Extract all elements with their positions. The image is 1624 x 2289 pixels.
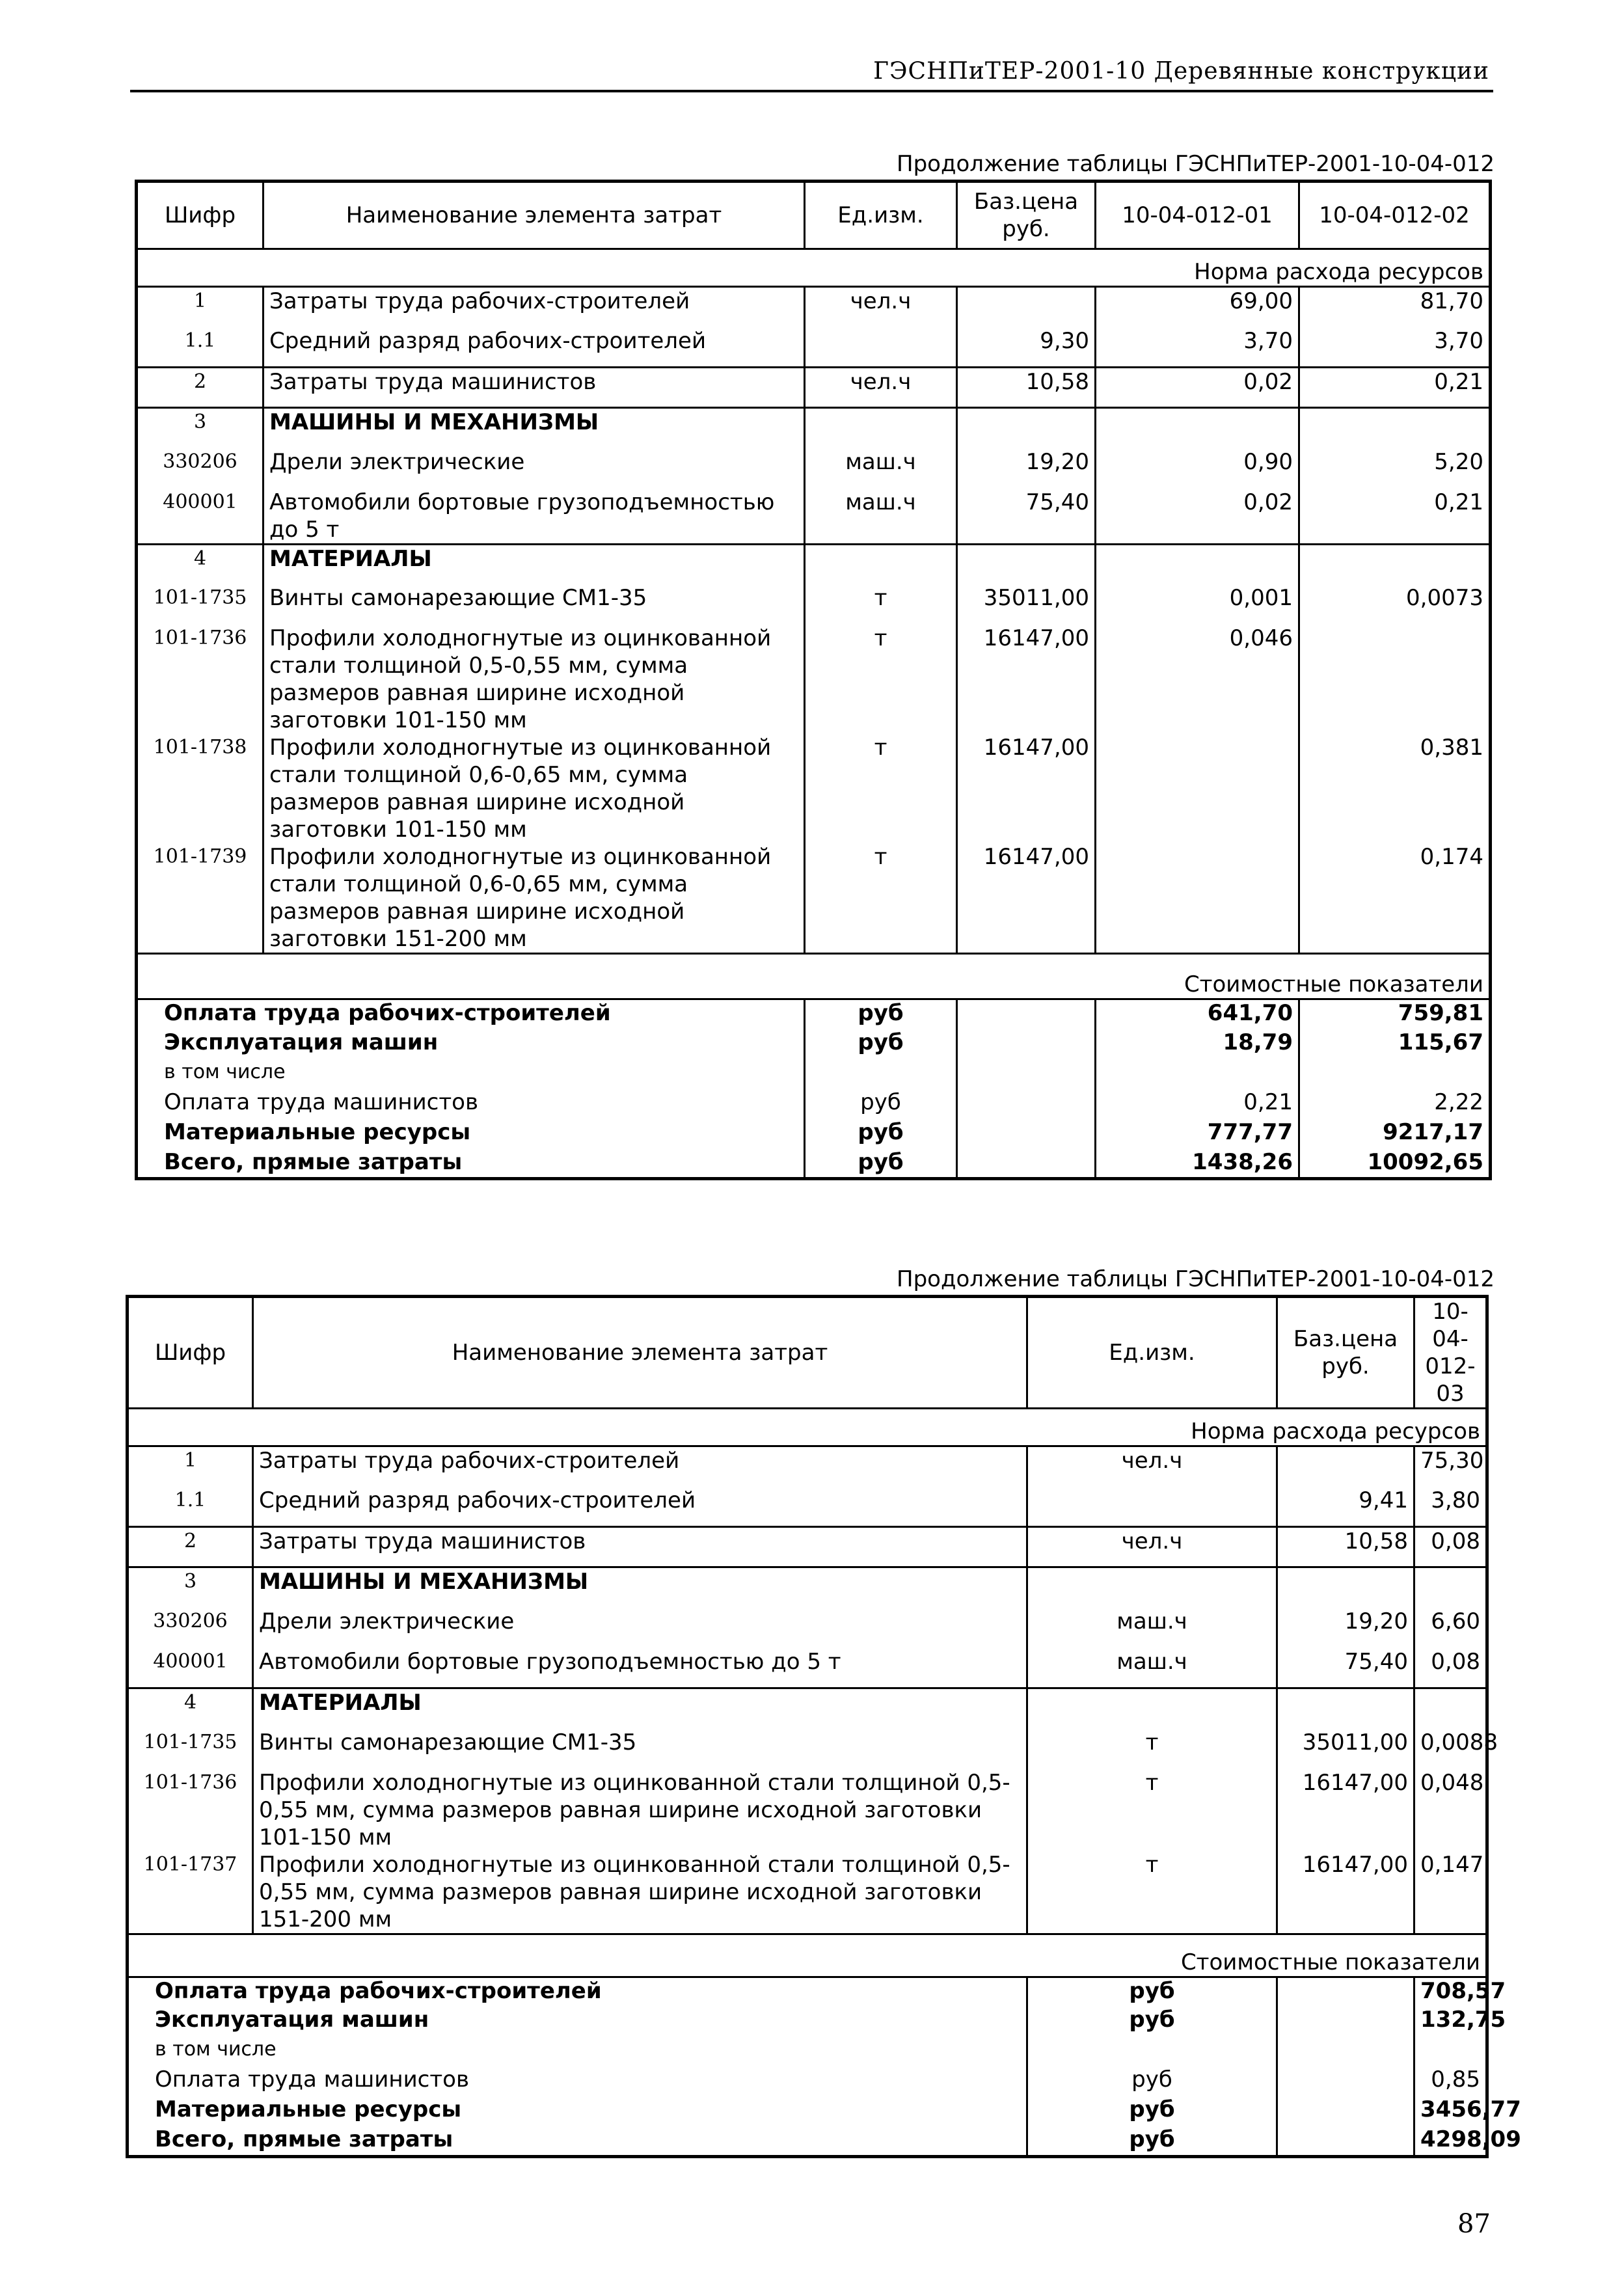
cost-label: Стоимостные показатели bbox=[137, 954, 1491, 999]
table2-costs bbox=[128, 1977, 1521, 2156]
row-name: Затраты труда машинистов bbox=[264, 368, 805, 408]
row-code: 101-1738 bbox=[137, 734, 264, 843]
cost-name: Эксплуатация машин bbox=[137, 1029, 805, 1059]
col-unit-header: Ед.изм. bbox=[1027, 1297, 1277, 1409]
table1-costs bbox=[137, 999, 1491, 1179]
cost-empty-cell bbox=[957, 1059, 1096, 1089]
row-name: МАТЕРИАЛЫ bbox=[264, 544, 805, 584]
page-header bbox=[130, 49, 1493, 92]
row-price bbox=[957, 408, 1096, 448]
row-unit bbox=[805, 544, 957, 584]
row-name: Профили холодногнутые из оцинкованной стали толщиной 0,5-0,55 мм, сумма размеров равная ширине исходной заготовки 101-150 мм bbox=[264, 625, 805, 734]
cost-row bbox=[128, 2066, 1487, 2096]
row-price: 16147,00 bbox=[957, 734, 1096, 843]
col-code-header: Шифр bbox=[137, 182, 264, 249]
norm-label-row bbox=[128, 1409, 1487, 1446]
row-unit: чел.ч bbox=[1027, 1527, 1277, 1567]
row-code: 101-1735 bbox=[128, 1729, 253, 1769]
cost-value-b bbox=[1299, 1059, 1491, 1089]
table-row bbox=[128, 1729, 1487, 1769]
table1-body bbox=[137, 287, 1491, 954]
cost-unit: руб bbox=[805, 999, 957, 1029]
cost-empty-cell bbox=[1277, 2066, 1414, 2096]
col-name-header: Наименование элемента затрат bbox=[253, 1297, 1027, 1409]
table-row bbox=[128, 1648, 1487, 1688]
row-value-b bbox=[1299, 408, 1491, 448]
cost-unit bbox=[1027, 2037, 1277, 2066]
cost-name: Оплата труда машинистов bbox=[137, 1089, 805, 1119]
table-row bbox=[128, 1527, 1487, 1567]
cost-value-a: 0,85 bbox=[1414, 2066, 1487, 2096]
row-unit: маш.ч bbox=[805, 489, 957, 545]
cost-label-row bbox=[137, 954, 1491, 999]
row-name: Профили холодногнутые из оцинкованной стали толщиной 0,5-0,55 мм, сумма размеров равная ширине исходной заготовки 151-200 мм bbox=[253, 1851, 1027, 1934]
table-row bbox=[137, 287, 1491, 327]
row-unit: т bbox=[805, 734, 957, 843]
table-row bbox=[128, 1567, 1487, 1608]
table-row bbox=[128, 1769, 1487, 1851]
row-name: Автомобили бортовые грузоподъемностью до 5 т bbox=[253, 1648, 1027, 1688]
cost-row bbox=[137, 1119, 1491, 1149]
row-price: 75,40 bbox=[957, 489, 1096, 545]
row-name: Дрели электрические bbox=[253, 1608, 1027, 1648]
row-unit: чел.ч bbox=[805, 368, 957, 408]
row-code: 1 bbox=[128, 1446, 253, 1487]
row-price bbox=[1277, 1688, 1414, 1729]
row-code: 400001 bbox=[128, 1648, 253, 1688]
table2-body bbox=[128, 1446, 1498, 1934]
row-value-a bbox=[1414, 1688, 1487, 1729]
row-value-a: 3,80 bbox=[1414, 1487, 1487, 1527]
row-name: МАШИНЫ И МЕХАНИЗМЫ bbox=[264, 408, 805, 448]
cost-value-a: 1438,26 bbox=[1096, 1149, 1299, 1179]
row-price: 75,40 bbox=[1277, 1648, 1414, 1688]
cost-row bbox=[128, 1977, 1487, 2007]
row-price: 19,20 bbox=[1277, 1608, 1414, 1648]
row-value-b: 0,21 bbox=[1299, 489, 1491, 545]
col-a-header: 10-04-012-01 bbox=[1096, 182, 1299, 249]
cost-empty-cell bbox=[957, 1089, 1096, 1119]
row-value-a bbox=[1096, 544, 1299, 584]
row-unit: т bbox=[805, 584, 957, 625]
row-value-a: 0,147 bbox=[1414, 1851, 1487, 1934]
row-unit: чел.ч bbox=[805, 287, 957, 327]
row-value-b bbox=[1299, 544, 1491, 584]
row-value-a: 3,70 bbox=[1096, 327, 1299, 368]
row-price: 9,30 bbox=[957, 327, 1096, 368]
row-price bbox=[1277, 1567, 1414, 1608]
row-price: 10,58 bbox=[957, 368, 1096, 408]
row-code: 2 bbox=[137, 368, 264, 408]
row-unit bbox=[1027, 1688, 1277, 1729]
cost-unit: руб bbox=[805, 1119, 957, 1149]
row-code: 4 bbox=[128, 1688, 253, 1729]
row-name: Винты самонарезающие СМ1-35 bbox=[264, 584, 805, 625]
table-row bbox=[137, 625, 1491, 734]
cost-row bbox=[137, 1149, 1491, 1179]
cost-value-a: 0,21 bbox=[1096, 1089, 1299, 1119]
cost-unit: руб bbox=[805, 1149, 957, 1179]
table-row bbox=[128, 1487, 1487, 1527]
row-value-a: 0,90 bbox=[1096, 448, 1299, 489]
row-value-a: 6,60 bbox=[1414, 1608, 1487, 1648]
cost-unit: руб bbox=[1027, 1977, 1277, 2007]
row-code: 330206 bbox=[137, 448, 264, 489]
table-row bbox=[137, 584, 1491, 625]
cost-row bbox=[128, 2007, 1487, 2037]
col-a-header: 10-04-012-03 bbox=[1414, 1297, 1487, 1409]
row-unit: маш.ч bbox=[805, 448, 957, 489]
cost-row bbox=[128, 2096, 1487, 2126]
row-value-a bbox=[1096, 843, 1299, 954]
cost-row bbox=[137, 999, 1491, 1029]
row-value-a bbox=[1096, 408, 1299, 448]
row-price: 9,41 bbox=[1277, 1487, 1414, 1527]
row-value-a: 0,08 bbox=[1414, 1648, 1487, 1688]
row-price: 35011,00 bbox=[1277, 1729, 1414, 1769]
cost-value-b: 10092,65 bbox=[1299, 1149, 1491, 1179]
row-price: 35011,00 bbox=[957, 584, 1096, 625]
row-name: Автомобили бортовые грузоподъемностью до 5 т bbox=[264, 489, 805, 545]
row-name: Средний разряд рабочих-строителей bbox=[253, 1487, 1027, 1527]
table-row bbox=[128, 1608, 1487, 1648]
cost-empty-cell bbox=[957, 1149, 1096, 1179]
row-code: 3 bbox=[128, 1567, 253, 1608]
row-value-a: 69,00 bbox=[1096, 287, 1299, 327]
row-code: 101-1736 bbox=[128, 1769, 253, 1851]
resource-table-2 bbox=[126, 1295, 1521, 2158]
norm-label: Норма расхода ресурсов bbox=[137, 249, 1491, 287]
row-code: 1.1 bbox=[137, 327, 264, 368]
cost-name: Оплата труда машинистов bbox=[128, 2066, 1027, 2096]
row-code: 400001 bbox=[137, 489, 264, 545]
row-value-b: 0,21 bbox=[1299, 368, 1491, 408]
row-name: Профили холодногнутые из оцинкованной стали толщиной 0,6-0,65 мм, сумма размеров равная ширине исходной заготовки 101-150 мм bbox=[264, 734, 805, 843]
row-value-a: 0,02 bbox=[1096, 368, 1299, 408]
row-unit: т bbox=[1027, 1851, 1277, 1934]
row-price bbox=[1277, 1446, 1414, 1487]
row-name: Затраты труда рабочих-строителей bbox=[264, 287, 805, 327]
row-name: Винты самонарезающие СМ1-35 bbox=[253, 1729, 1027, 1769]
cost-value-a bbox=[1096, 1059, 1299, 1089]
col-code-header: Шифр bbox=[128, 1297, 253, 1409]
cost-name: Оплата труда рабочих-строителей bbox=[137, 999, 805, 1029]
row-code: 101-1739 bbox=[137, 843, 264, 954]
row-price bbox=[957, 287, 1096, 327]
row-name: Затраты труда машинистов bbox=[253, 1527, 1027, 1567]
cost-empty-cell bbox=[1277, 2007, 1414, 2037]
cost-empty-cell bbox=[1277, 2096, 1414, 2126]
row-name: Дрели электрические bbox=[264, 448, 805, 489]
row-value-b: 3,70 bbox=[1299, 327, 1491, 368]
cost-empty-cell bbox=[1277, 1977, 1414, 2007]
cost-name: Всего, прямые затраты bbox=[137, 1149, 805, 1179]
row-unit: т bbox=[805, 625, 957, 734]
col-unit-header: Ед.изм. bbox=[805, 182, 957, 249]
cost-row bbox=[137, 1059, 1491, 1089]
row-unit: чел.ч bbox=[1027, 1446, 1277, 1487]
row-code: 101-1737 bbox=[128, 1851, 253, 1934]
row-name: МАШИНЫ И МЕХАНИЗМЫ bbox=[253, 1567, 1027, 1608]
table-row bbox=[137, 843, 1491, 954]
cost-value-a: 641,70 bbox=[1096, 999, 1299, 1029]
cost-value-b: 9217,17 bbox=[1299, 1119, 1491, 1149]
cost-unit: руб bbox=[1027, 2096, 1277, 2126]
row-unit: т bbox=[805, 843, 957, 954]
row-unit: маш.ч bbox=[1027, 1648, 1277, 1688]
cost-value-a: 3456,77 bbox=[1414, 2096, 1487, 2126]
cost-name: в том числе bbox=[128, 2037, 1027, 2066]
cost-unit: руб bbox=[1027, 2066, 1277, 2096]
row-name: Затраты труда рабочих-строителей bbox=[253, 1446, 1027, 1487]
col-price-header: Баз.цена руб. bbox=[957, 182, 1096, 249]
col-name-header: Наименование элемента затрат bbox=[264, 182, 805, 249]
table-row bbox=[137, 734, 1491, 843]
row-price: 16147,00 bbox=[1277, 1851, 1414, 1934]
cost-value-a: 132,75 bbox=[1414, 2007, 1487, 2037]
cost-name: Материальные ресурсы bbox=[128, 2096, 1027, 2126]
cost-label-row bbox=[128, 1934, 1487, 1977]
cost-name: Материальные ресурсы bbox=[137, 1119, 805, 1149]
cost-name: в том числе bbox=[137, 1059, 805, 1089]
cost-name: Оплата труда рабочих-строителей bbox=[128, 1977, 1027, 2007]
row-value-a: 0,048 bbox=[1414, 1769, 1487, 1851]
cost-unit: руб bbox=[805, 1029, 957, 1059]
row-value-b: 81,70 bbox=[1299, 287, 1491, 327]
row-code: 101-1736 bbox=[137, 625, 264, 734]
cost-row bbox=[137, 1029, 1491, 1059]
row-price: 16147,00 bbox=[957, 625, 1096, 734]
row-code: 1 bbox=[137, 287, 264, 327]
col-price-header: Баз.цена руб. bbox=[1277, 1297, 1414, 1409]
table-row bbox=[137, 544, 1491, 584]
cost-empty-cell bbox=[1277, 2126, 1414, 2156]
norm-label: Норма расхода ресурсов bbox=[128, 1409, 1487, 1446]
table-row bbox=[128, 1851, 1487, 1934]
cost-value-a: 777,77 bbox=[1096, 1119, 1299, 1149]
table-header-row bbox=[128, 1297, 1487, 1409]
row-value-b: 0,0073 bbox=[1299, 584, 1491, 625]
row-name: Средний разряд рабочих-строителей bbox=[264, 327, 805, 368]
row-name: Профили холодногнутые из оцинкованной стали толщиной 0,5-0,55 мм, сумма размеров равная ширине исходной заготовки 101-150 мм bbox=[253, 1769, 1027, 1851]
row-value-a: 0,08 bbox=[1414, 1527, 1487, 1567]
row-unit bbox=[805, 327, 957, 368]
table-row bbox=[137, 448, 1491, 489]
row-value-a: 75,30 bbox=[1414, 1446, 1487, 1487]
cost-row bbox=[128, 2126, 1487, 2156]
row-code: 4 bbox=[137, 544, 264, 584]
row-unit: маш.ч bbox=[1027, 1608, 1277, 1648]
row-value-b: 5,20 bbox=[1299, 448, 1491, 489]
resource-table-1 bbox=[135, 180, 1492, 1180]
norm-label-row bbox=[137, 249, 1491, 287]
row-code: 101-1735 bbox=[137, 584, 264, 625]
table-header-row bbox=[137, 182, 1491, 249]
row-value-b: 0,381 bbox=[1299, 734, 1491, 843]
cost-value-a: 18,79 bbox=[1096, 1029, 1299, 1059]
row-value-a: 0,001 bbox=[1096, 584, 1299, 625]
row-value-a: 0,0088 bbox=[1414, 1729, 1487, 1769]
table-row bbox=[137, 489, 1491, 545]
cost-unit: руб bbox=[1027, 2007, 1277, 2037]
table-row bbox=[128, 1446, 1487, 1487]
row-price: 16147,00 bbox=[1277, 1769, 1414, 1851]
row-unit: т bbox=[1027, 1729, 1277, 1769]
row-price: 16147,00 bbox=[957, 843, 1096, 954]
table1-continuation-label: Продолжение таблицы ГЭСНПиТЕР-2001-10-04-012 bbox=[897, 151, 1495, 177]
row-price bbox=[957, 544, 1096, 584]
row-value-b bbox=[1299, 625, 1491, 734]
row-code: 330206 bbox=[128, 1608, 253, 1648]
page-number: 87 bbox=[1457, 2209, 1491, 2239]
cost-name: Всего, прямые затраты bbox=[128, 2126, 1027, 2156]
cost-value-b: 115,67 bbox=[1299, 1029, 1491, 1059]
cost-name: Эксплуатация машин bbox=[128, 2007, 1027, 2037]
table-row bbox=[128, 1688, 1487, 1729]
col-b-header: 10-04-012-02 bbox=[1299, 182, 1491, 249]
cost-row bbox=[137, 1089, 1491, 1119]
cost-value-a: 4298,09 bbox=[1414, 2126, 1487, 2156]
row-code: 3 bbox=[137, 408, 264, 448]
row-code: 2 bbox=[128, 1527, 253, 1567]
row-value-a bbox=[1096, 734, 1299, 843]
cost-unit: руб bbox=[1027, 2126, 1277, 2156]
cost-row bbox=[128, 2037, 1487, 2066]
cost-value-b: 2,22 bbox=[1299, 1089, 1491, 1119]
row-unit: т bbox=[1027, 1769, 1277, 1851]
row-unit bbox=[1027, 1567, 1277, 1608]
table2-continuation-label: Продолжение таблицы ГЭСНПиТЕР-2001-10-04-012 bbox=[897, 1266, 1495, 1292]
row-name: Профили холодногнутые из оцинкованной стали толщиной 0,6-0,65 мм, сумма размеров равная ширине исходной заготовки 151-200 мм bbox=[264, 843, 805, 954]
page-header-title: ГЭСНПиТЕР-2001-10 Деревянные конструкции bbox=[873, 58, 1489, 85]
row-code: 1.1 bbox=[128, 1487, 253, 1527]
cost-empty-cell bbox=[957, 1029, 1096, 1059]
cost-unit: руб bbox=[805, 1089, 957, 1119]
row-price: 10,58 bbox=[1277, 1527, 1414, 1567]
cost-empty-cell bbox=[1277, 2037, 1414, 2066]
table-row bbox=[137, 408, 1491, 448]
table-row bbox=[137, 368, 1491, 408]
row-unit bbox=[1027, 1487, 1277, 1527]
row-value-a: 0,02 bbox=[1096, 489, 1299, 545]
cost-value-a: 708,57 bbox=[1414, 1977, 1487, 2007]
row-value-a bbox=[1414, 1567, 1487, 1608]
row-name: МАТЕРИАЛЫ bbox=[253, 1688, 1027, 1729]
cost-value-a bbox=[1414, 2037, 1487, 2066]
cost-unit bbox=[805, 1059, 957, 1089]
cost-empty-cell bbox=[957, 1119, 1096, 1149]
cost-label: Стоимостные показатели bbox=[128, 1934, 1487, 1977]
row-value-b: 0,174 bbox=[1299, 843, 1491, 954]
cost-empty-cell bbox=[957, 999, 1096, 1029]
row-value-a: 0,046 bbox=[1096, 625, 1299, 734]
cost-value-b: 759,81 bbox=[1299, 999, 1491, 1029]
table-row bbox=[137, 327, 1491, 368]
row-unit bbox=[805, 408, 957, 448]
row-price: 19,20 bbox=[957, 448, 1096, 489]
